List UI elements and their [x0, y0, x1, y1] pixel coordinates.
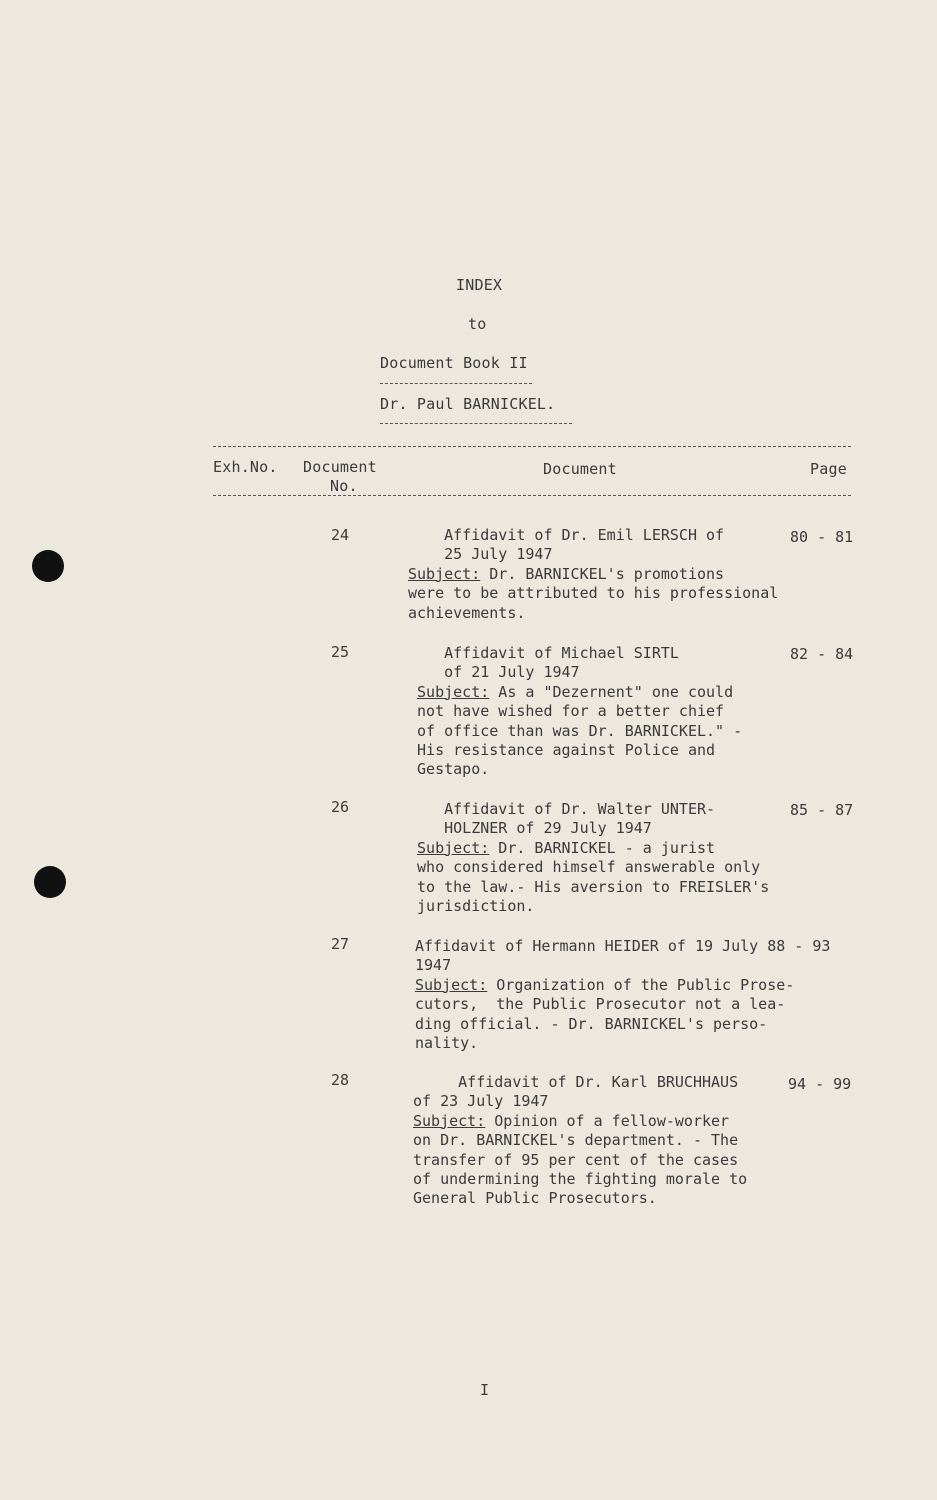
entry-text — [413, 1073, 747, 1209]
subject-label: Subject: — [413, 1111, 486, 1130]
subject-text: Dr. BARNICKEL - a jurist — [489, 838, 716, 857]
table-header-rule — [213, 495, 851, 496]
punch-hole-upper — [32, 550, 64, 582]
underline-name — [380, 423, 572, 424]
entry-line: Gestapo. — [417, 760, 490, 779]
document-book-title: Document Book II — [380, 354, 528, 372]
underline-book — [380, 383, 532, 384]
subject-text: Dr. BARNICKEL's promotions — [480, 564, 725, 583]
entry-pages: 80 - 81 — [790, 528, 854, 546]
subject-label: Subject: — [417, 838, 490, 857]
entry-text — [408, 526, 778, 623]
col-document: Document — [543, 460, 617, 478]
col-page: Page — [810, 460, 847, 478]
entry-line: nality. — [415, 1034, 479, 1053]
entry-line: cutors, the Public Prosecutor not a lea- — [415, 995, 786, 1014]
entry-line: Affidavit of Michael SIRTL — [408, 644, 679, 662]
entry-line: not have wished for a better chief — [417, 702, 725, 721]
entry-text — [408, 644, 742, 780]
page-number: I — [480, 1381, 490, 1399]
entry-line: His resistance against Police and — [417, 741, 716, 760]
entry-number: 27 — [331, 935, 350, 953]
subject-label: Subject: — [415, 975, 488, 994]
entry-line: achievements. — [408, 603, 526, 622]
entry-line: General Public Prosecutors. — [413, 1189, 657, 1208]
entry-line: 1947 — [415, 956, 452, 975]
entry-pages: 94 - 99 — [788, 1075, 852, 1093]
entry-number: 25 — [331, 643, 350, 661]
entry-line: Affidavit of Dr. Walter UNTER- — [408, 800, 716, 818]
index-to: to — [468, 315, 487, 333]
index-title: INDEX — [456, 276, 503, 294]
entry-pages: 85 - 87 — [790, 801, 854, 819]
entry-number: 26 — [331, 798, 350, 816]
entry-text — [415, 937, 830, 1053]
subject-text: Opinion of a fellow-worker — [485, 1111, 730, 1130]
col-doc-no-2: No. — [330, 477, 358, 495]
entry-line: transfer of 95 per cent of the cases — [413, 1150, 739, 1169]
entry-line: ding official. - Dr. BARNICKEL's perso- — [415, 1014, 768, 1033]
punch-hole-lower — [34, 866, 66, 898]
subject-text: As a "Dezernent" one could — [489, 682, 734, 701]
entry-line: Affidavit of Hermann HEIDER of 19 July 88 - 93 — [415, 937, 831, 955]
entry-line: of undermining the fighting morale to — [413, 1170, 748, 1189]
subject-text: Organization of the Public Prose- — [487, 975, 795, 994]
defendant-name: Dr. Paul BARNICKEL. — [380, 395, 556, 413]
entry-line: 25 July 1947 — [408, 545, 553, 564]
entry-number: 28 — [331, 1071, 350, 1089]
entry-line: to the law.- His aversion to FREISLER's — [417, 877, 770, 896]
entry-line: of office than was Dr. BARNICKEL." - — [417, 721, 743, 740]
entry-line: of 21 July 1947 — [408, 663, 580, 682]
entry-line: HOLZNER of 29 July 1947 — [408, 819, 652, 838]
entry-pages: 82 - 84 — [790, 645, 854, 663]
entry-line: were to be attributed to his professional — [408, 584, 779, 603]
col-doc-no: Document — [303, 458, 377, 476]
entry-line: who considered himself answerable only — [417, 858, 761, 877]
table-top-rule — [213, 446, 851, 447]
subject-label: Subject: — [417, 682, 490, 701]
subject-label: Subject: — [408, 564, 481, 583]
entry-line: Affidavit of Dr. Karl BRUCHHAUS — [413, 1073, 739, 1091]
entry-line: jurisdiction. — [417, 897, 535, 916]
entry-line: on Dr. BARNICKEL's department. - The — [413, 1131, 739, 1150]
entry-line: of 23 July 1947 — [413, 1092, 549, 1111]
col-exh-no: Exh.No. — [213, 458, 278, 476]
entry-text — [408, 800, 769, 916]
entry-number: 24 — [331, 526, 350, 544]
entry-line: Affidavit of Dr. Emil LERSCH of — [408, 526, 725, 544]
